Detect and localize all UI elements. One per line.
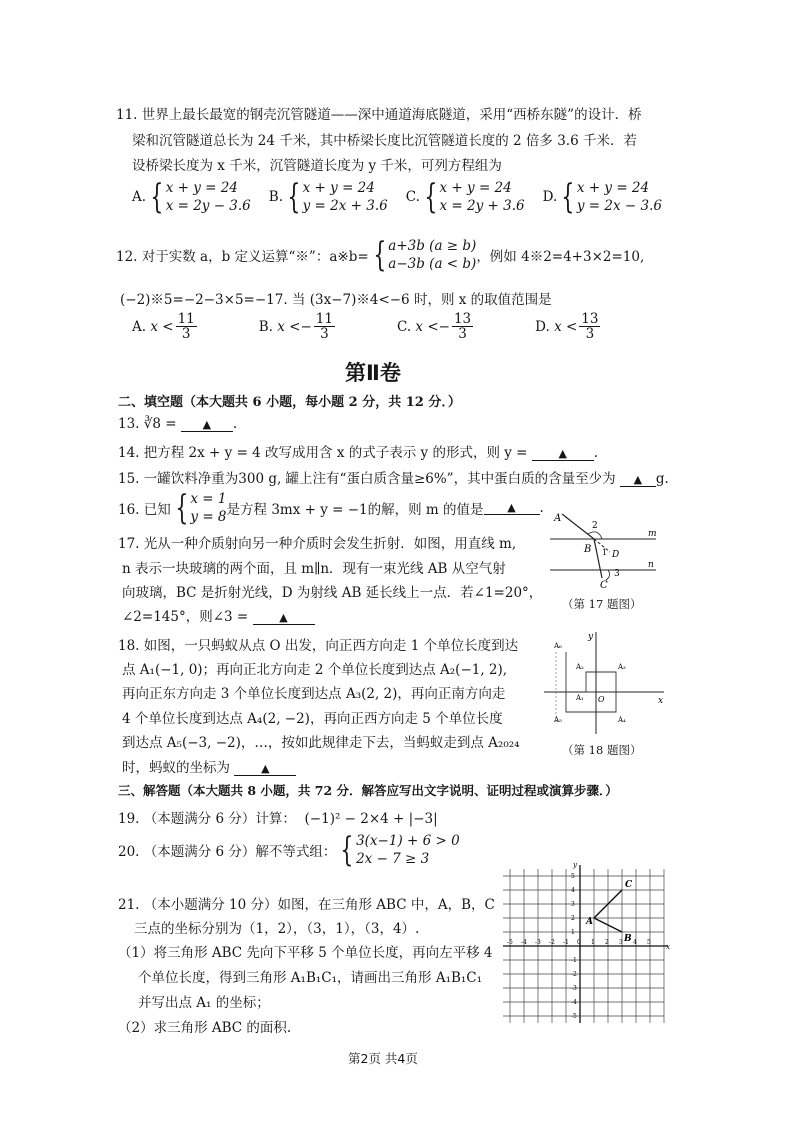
denominator: 3: [320, 326, 329, 343]
y-tick-label: -5: [571, 1013, 577, 1020]
x-axis-label: x: [666, 943, 670, 951]
option-label: C.: [405, 189, 420, 206]
label-a6: A₆: [554, 642, 562, 650]
answer-blank: ▲: [253, 611, 315, 625]
equation: x = 2y + 3.6: [439, 198, 525, 215]
numerator: 13: [581, 311, 599, 327]
relation: x <−: [415, 318, 450, 335]
x-tick-label: 2: [605, 939, 609, 946]
q11-options: [132, 177, 680, 218]
q19: [118, 807, 438, 827]
part2-header: 二、填空题（本大题共 6 小题，每小题 2 分，共 12 分．）: [118, 395, 461, 410]
q20-text: 20. （本题满分 6 分）解不等式组：: [118, 844, 337, 861]
option-label: D.: [542, 189, 558, 206]
period: .: [593, 445, 599, 461]
label-n: n: [648, 560, 654, 570]
q13-number: 13.: [118, 416, 140, 432]
period: .: [232, 416, 238, 432]
point-label-a: A: [586, 917, 593, 927]
q18-line5: 到达点 A₅(−3, −2)，…，按如此规律走下去，当蚂蚁走到点 A₂₀₂₄: [122, 735, 520, 751]
y-tick-label: 3: [571, 901, 575, 908]
q21-coordinate-grid: [502, 861, 670, 1034]
q18-line6: [122, 756, 296, 776]
fraction: [452, 312, 473, 341]
equation: x + y = 24: [302, 180, 375, 196]
y-tick-label: -1: [571, 957, 577, 964]
answer-blank: ▲: [234, 762, 296, 776]
denominator: 3: [458, 326, 467, 343]
q11-line1: 11. 世界上最长最宽的钢壳沉管隧道——深中通道海底隧道，采用“西桥东隧”的设计．桥: [116, 107, 642, 123]
case: a+3b (a ≥ b): [388, 238, 477, 254]
origin-label: O: [598, 695, 605, 704]
label-c: C: [600, 580, 608, 591]
y-tick-label: 4: [571, 887, 575, 894]
q18-line1: 18. 如图，一只蚂蚁从点 O 出发，向正西方向走 1 个单位长度到达: [118, 638, 519, 654]
x-tick-label: 4: [633, 939, 637, 946]
numerator: 13: [453, 311, 472, 327]
label-a4: A₄: [618, 716, 626, 724]
period: .: [539, 500, 544, 517]
label-a3: A₃: [618, 663, 626, 671]
equation-system: { x + y = 24 y = 2x + 3.6: [287, 177, 388, 218]
label-a1: A₁: [576, 694, 584, 702]
q14-text: 14. 把方程 2x + y = 4 改写成用含 x 的式子表示 y 的形式，则 y =: [118, 445, 528, 461]
equation: x = 2y − 3.6: [165, 198, 251, 215]
numerator: 11: [315, 311, 333, 327]
x-tick-label: -5: [507, 939, 513, 946]
label-a5: A₅: [554, 716, 562, 724]
unit: g.: [655, 471, 669, 487]
q21-line2: 三点的坐标分别为（1，2），（3，1），（3，4）.: [134, 921, 420, 937]
inequality-system: { 3(x−1) + 6 > 0 2x − 7 ≥ 3: [340, 830, 460, 871]
q16-text: 是方程 3mx + y = −1的解，则 m 的值是: [226, 502, 484, 519]
equation-system: { x + y = 24 x = 2y + 3.6: [424, 177, 525, 218]
q21-line6: （2）求三角形 ABC 的面积.: [118, 1020, 292, 1036]
q11-option-c: [405, 177, 525, 218]
equation: y = 8: [190, 509, 227, 526]
x-tick-label: -1: [563, 939, 569, 946]
label-a2: A₂: [576, 663, 584, 671]
y-tick-label: -3: [571, 985, 577, 992]
q12-option-a: [132, 312, 199, 341]
part3-header: 三、解答题（本大题共 8 小题，共 72 分．解答应写出文字说明、证明过程或演算步骤．）: [118, 783, 618, 798]
x-tick-label: 5: [647, 939, 651, 946]
q21-line3: （1）将三角形 ABC 先向下平移 5 个单位长度，再向左平移 4: [118, 945, 493, 961]
q16-prefix: 16. 已知: [118, 502, 171, 519]
equation: x + y = 24: [576, 180, 650, 196]
x-tick-label: -2: [549, 939, 555, 946]
point-label-c: C: [625, 880, 633, 890]
x-tick-label: 0: [577, 939, 581, 946]
fraction: [176, 312, 197, 341]
q17-line1: 17. 光从一种介质射向另一种介质时会发生折射．如图，用直线 m,: [118, 536, 517, 552]
q12-option-d: [535, 312, 602, 341]
option-label: C.: [396, 318, 412, 335]
q11-line3: 设桥梁长度为 x 千米，沉管隧道长度为 y 千米，可列方程组为: [132, 158, 502, 174]
equation: y = 2x + 3.6: [302, 198, 388, 215]
q12-option-b: [259, 312, 337, 341]
equation-system: { x + y = 24 x = 2y − 3.6: [150, 177, 251, 218]
q13: [118, 416, 237, 432]
inequality: 2x − 7 ≥ 3: [356, 851, 430, 868]
x-tick-label: 3: [619, 939, 623, 946]
answer-blank: ▲: [484, 501, 540, 515]
answer-blank: ▲: [620, 473, 656, 487]
q21-line1: 21. （本小题满分 10 分）如图，在三角形 ABC 中，A，B，C: [118, 897, 495, 913]
q12-prefix: 12. 对于实数 a，b 定义运算“※”：a※b=: [116, 249, 369, 266]
q17-line4: [122, 605, 315, 625]
relation: x <: [150, 318, 174, 335]
fraction: [314, 312, 335, 341]
y-axis-label: y: [588, 632, 594, 642]
q18-line4: 4 个单位长度到达点 A₄(2, −2)，再向正西方向走 5 个单位长度: [122, 711, 503, 727]
relation: x <−: [277, 318, 312, 335]
q14: [118, 441, 598, 461]
y-tick-label: -4: [571, 999, 577, 1006]
y-tick-label: -2: [571, 971, 577, 978]
q18-line2: 点 A₁(−1, 0)；再向正北方向走 2 个单位长度到达点 A₂(−1, 2),: [122, 662, 508, 678]
answer-blank: ▲: [532, 447, 594, 461]
q17-line2: n 表示一块玻璃的两个面，且 m∥n．现有一束光线 AB 从空气射: [122, 561, 506, 577]
q18-line3: 再向正东方向走 3 个单位长度到达点 A₃(2, 2)，再向正南方向走: [122, 686, 506, 702]
q16: [118, 488, 544, 529]
q19-expression: (−1)² − 2×4 + |−3|: [304, 811, 438, 827]
x-tick-label: -3: [535, 939, 541, 946]
ray-ab: [562, 514, 594, 539]
equation-system: { x + y = 24 y = 2x − 3.6: [561, 177, 662, 218]
equation: x = 1: [190, 491, 227, 507]
inequality: 3(x−1) + 6 > 0: [356, 833, 460, 849]
label-a: A: [554, 513, 562, 524]
equation: x + y = 24: [165, 180, 238, 196]
q17-caption: （第 17 题图）: [562, 597, 642, 611]
section-title: 第Ⅱ卷: [345, 361, 401, 385]
solution-system: { x = 1 y = 8: [175, 488, 227, 529]
answer-blank: ▲: [181, 418, 233, 432]
q11-line2: 梁和沉管隧道总长为 24 千米，其中桥梁长度比沉管隧道长度的 2 倍多 3.6 千米．若: [132, 133, 637, 149]
refracted-ray-bc: [594, 539, 602, 578]
angle-2-label: 2: [592, 521, 598, 531]
option-label: A.: [132, 318, 147, 335]
relation: x <: [554, 318, 578, 335]
y-tick-label: 2: [571, 915, 575, 922]
point-label-b: B: [624, 934, 632, 944]
q18-text: 时，蚂蚁的坐标为: [122, 760, 230, 776]
equation: y = 2x − 3.6: [576, 198, 662, 215]
numerator: 11: [177, 311, 195, 327]
q17-line3: 向玻璃，BC 是折射光线，D 为射线 AB 延长线上一点．若∠1=20°，: [122, 585, 543, 601]
x-tick-label: 1: [591, 939, 595, 946]
y-tick-label: 1: [571, 929, 575, 936]
option-label: A.: [132, 189, 147, 206]
x-tick-label: -4: [521, 939, 527, 946]
angle-1-label: 1: [602, 548, 608, 557]
label-m: m: [648, 529, 657, 539]
piecewise-definition: { a+3b (a ≥ b) a−3b (a < b): [372, 235, 477, 276]
case: a−3b (a < b): [388, 256, 477, 273]
y-tick-label: 5: [571, 873, 575, 880]
q11-option-b: [268, 177, 388, 218]
q13-expression: ∛8 =: [143, 416, 177, 432]
equation: x + y = 24: [439, 180, 512, 196]
fraction: [579, 312, 600, 341]
q17-figure: [548, 510, 660, 592]
page-footer: 第2页 共4页: [348, 1051, 418, 1066]
q12-suffix: ，例如 4※2=4+3×2=10,: [476, 249, 645, 266]
label-b: B: [584, 544, 592, 555]
option-label: D.: [535, 318, 550, 335]
q12-line1: [116, 235, 645, 276]
q18-figure: [544, 630, 668, 736]
q15-text: 15. 一罐饮料净重为300 g, 罐上注有“蛋白质含量≥6%”，其中蛋白质的含量至少为: [118, 471, 616, 487]
q19-text: 19. （本题满分 6 分）计算：: [118, 811, 296, 827]
q21-line4: 个单位长度，得到三角形 A₁B₁C₁，请画出三角形 A₁B₁C₁: [138, 970, 483, 986]
q20: [118, 830, 460, 871]
q12-option-c: [397, 312, 475, 341]
denominator: 3: [585, 326, 595, 343]
q12-options: [132, 312, 620, 341]
option-label: B.: [268, 189, 283, 206]
label-d: D: [612, 550, 620, 560]
x-axis-label: x: [658, 696, 664, 706]
q11-option-a: [132, 177, 251, 218]
q18-caption: （第 18 题图）: [562, 743, 642, 757]
q21-line5: 并写出点 A₁ 的坐标；: [138, 995, 270, 1011]
y-axis-label: y: [573, 861, 577, 869]
angle-3-label: 3: [614, 569, 620, 579]
q12-line2: (−2)※5=−2−3×5=−17. 当 (3x−7)※4<−6 时，则 x 的取值范围是: [120, 292, 552, 308]
ant-path: [566, 652, 616, 712]
angle-3-arc: [606, 570, 610, 580]
q11-option-d: [542, 177, 662, 218]
denominator: 3: [181, 326, 191, 343]
option-label: B.: [258, 318, 273, 335]
q17-text: ∠2=145°，则∠3 =: [122, 609, 249, 625]
q15: [118, 467, 669, 487]
